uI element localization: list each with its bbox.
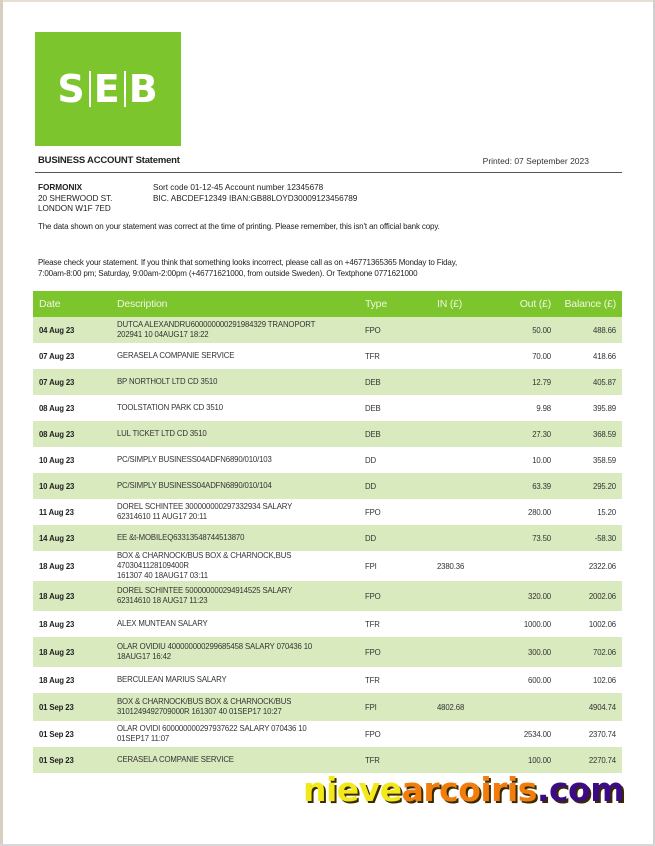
cell-date: 01 Sep 23 — [33, 747, 111, 773]
cell-type: FPI — [359, 551, 431, 581]
description-line-2: 202941 10 04AUG17 18:22 — [117, 330, 209, 339]
column-header-out: Out (£) — [481, 291, 557, 317]
cell-out: 70.00 — [481, 343, 557, 369]
cell-balance: 2270.74 — [557, 747, 622, 773]
cell-date: 08 Aug 23 — [33, 421, 111, 447]
statement-title: BUSINESS ACCOUNT Statement — [38, 155, 180, 166]
description-line-1: OLAR OVIDIU 400000000299685458 SALARY 070436 10 — [117, 642, 313, 651]
cell-balance: 2002.06 — [557, 581, 622, 611]
description-line-1: DUTCA ALEXANDRU600000000291984329 TRANOPORT — [117, 320, 316, 329]
cell-description — [111, 317, 359, 343]
cell-balance: 395.89 — [557, 395, 622, 421]
address-line-1: 20 SHERWOOD ST. — [38, 193, 113, 203]
table-row — [33, 551, 622, 581]
logo-wordmark — [57, 67, 158, 111]
table-row — [33, 421, 622, 447]
cell-description — [111, 395, 359, 421]
cell-description — [111, 637, 359, 667]
cell-type: TFR — [359, 343, 431, 369]
cell-in — [431, 473, 481, 499]
cell-in — [431, 721, 481, 747]
cell-date: 14 Aug 23 — [33, 525, 111, 551]
cell-balance: 102.06 — [557, 667, 622, 693]
cell-type: FPO — [359, 317, 431, 343]
description-line-2: 18AUG17 16:42 — [117, 652, 171, 661]
table-row — [33, 473, 622, 499]
cell-description — [111, 693, 359, 721]
cell-type: DEB — [359, 369, 431, 395]
cell-description — [111, 667, 359, 693]
cell-description — [111, 525, 359, 551]
transactions-table — [33, 291, 622, 773]
cell-out: 27.30 — [481, 421, 557, 447]
description-line-2: 161307 40 18AUG17 03:11 — [117, 571, 208, 580]
description-line-2: 01SEP17 11:07 — [117, 734, 170, 743]
cell-balance: 702.06 — [557, 637, 622, 667]
cell-date: 18 Aug 23 — [33, 581, 111, 611]
cell-description — [111, 447, 359, 473]
contact-notice: Please check your statement. If you think that something looks incorrect, please call as on +46771365365 Monday to Fiday, 7:00am-8:00 pm; Saturday, 9:00am-2:00pm (+46771621000, from outside Sweden). Or Textphone 0771621000 — [38, 258, 458, 278]
description-line-1: CERASELA COMPANIE SERVICE — [117, 755, 234, 764]
description-line-1: DOREL SCHINTEE 500000000294914525 SALARY — [117, 586, 293, 595]
cell-in — [431, 395, 481, 421]
cell-in — [431, 525, 481, 551]
column-header-in: IN (£) — [431, 291, 481, 317]
description-line-1: BOX & CHARNOCK/BUS BOX & CHARNOCK,BUS 4703041128109400R — [117, 551, 292, 570]
transactions-body — [33, 317, 622, 773]
cell-in — [431, 637, 481, 667]
cell-description — [111, 369, 359, 395]
description-line-2: 3101249492709000R 161307 40 01SEP17 10:27 — [117, 707, 282, 716]
table-row — [33, 447, 622, 473]
description-line-1: GERASELA COMPANIE SERVICE — [117, 351, 235, 360]
cell-description — [111, 551, 359, 581]
cell-balance: 2322.06 — [557, 551, 622, 581]
table-row — [33, 343, 622, 369]
statement-header — [38, 155, 622, 173]
table-row — [33, 611, 622, 637]
description-line-1: BOX & CHARNOCK/BUS BOX & CHARNOCK/BUS — [117, 697, 292, 706]
table-row — [33, 667, 622, 693]
cell-in: 4802.68 — [431, 693, 481, 721]
cell-balance: 1002.06 — [557, 611, 622, 637]
address-line-2: LONDON W1F 7ED — [38, 204, 111, 213]
cell-out: 9.98 — [481, 395, 557, 421]
bank-logo — [35, 32, 181, 146]
cell-out: 320.00 — [481, 581, 557, 611]
cell-out: 50.00 — [481, 317, 557, 343]
company-address — [38, 183, 112, 215]
cell-date: 07 Aug 23 — [33, 369, 111, 395]
table-header-row — [33, 291, 622, 317]
table-row — [33, 693, 622, 721]
cell-type: FPO — [359, 499, 431, 525]
cell-balance: 15.20 — [557, 499, 622, 525]
logo-letter-b: B — [128, 67, 159, 111]
cell-out: 2534.00 — [481, 721, 557, 747]
column-header-description: Description — [111, 291, 359, 317]
cell-out: 12.79 — [481, 369, 557, 395]
description-line-1: ALEX MUNTEAN SALARY — [117, 619, 208, 628]
cell-out: 600.00 — [481, 667, 557, 693]
cell-date: 18 Aug 23 — [33, 637, 111, 667]
description-line-1: EE &t-MOBILEQ63313548744513870 — [117, 533, 245, 542]
cell-date: 10 Aug 23 — [33, 473, 111, 499]
cell-out: 100.00 — [481, 747, 557, 773]
cell-out: 300.00 — [481, 637, 557, 667]
cell-balance: 488.66 — [557, 317, 622, 343]
cell-date: 18 Aug 23 — [33, 667, 111, 693]
cell-type: FPO — [359, 581, 431, 611]
cell-out — [481, 551, 557, 581]
cell-balance: 405.87 — [557, 369, 622, 395]
watermark-part-1: nieve — [303, 770, 402, 809]
cell-out: 73.50 — [481, 525, 557, 551]
page-border-top — [0, 0, 655, 2]
cell-balance: 2370.74 — [557, 721, 622, 747]
cell-in — [431, 581, 481, 611]
column-header-type: Type — [359, 291, 431, 317]
cell-out: 1000.00 — [481, 611, 557, 637]
description-line-1: OLAR OVIDI 600000000297937622 SALARY 070436 10 — [117, 724, 307, 733]
logo-letter-s: S — [57, 67, 86, 111]
account-details — [153, 183, 357, 204]
description-line-2: 62314610 18 AUG17 11:23 — [117, 596, 208, 605]
cell-in — [431, 667, 481, 693]
watermark — [303, 770, 624, 809]
table-row — [33, 369, 622, 395]
table-row — [33, 499, 622, 525]
watermark-part-3: .com — [536, 770, 625, 809]
table-row — [33, 581, 622, 611]
cell-out — [481, 693, 557, 721]
page-border-left — [0, 0, 3, 846]
description-line-1: BP NORTHOLT LTD CD 3510 — [117, 377, 218, 386]
cell-out: 63.39 — [481, 473, 557, 499]
cell-balance: -58.30 — [557, 525, 622, 551]
cell-type: TFR — [359, 667, 431, 693]
cell-date: 07 Aug 23 — [33, 343, 111, 369]
cell-in — [431, 317, 481, 343]
cell-type: DEB — [359, 421, 431, 447]
description-line-1: BERCULEAN MARIUS SALARY — [117, 675, 227, 684]
cell-in — [431, 611, 481, 637]
cell-description — [111, 721, 359, 747]
sort-code-account-number: Sort code 01-12-45 Account number 12345678 — [153, 183, 324, 192]
cell-type: DD — [359, 473, 431, 499]
cell-type: FPO — [359, 637, 431, 667]
cell-balance: 418.66 — [557, 343, 622, 369]
logo-letter-e: E — [93, 67, 121, 111]
cell-balance: 368.59 — [557, 421, 622, 447]
watermark-part-2: arcoiris — [401, 770, 537, 809]
company-name: FORMONIX — [38, 183, 83, 192]
cell-type: FPO — [359, 721, 431, 747]
cell-description — [111, 581, 359, 611]
cell-date: 18 Aug 23 — [33, 611, 111, 637]
cell-description — [111, 611, 359, 637]
correctness-notice: The data shown on your statement was correct at the time of printing. Please remember, this isn't an official bank copy. — [38, 222, 440, 231]
cell-date: 01 Sep 23 — [33, 721, 111, 747]
cell-in — [431, 421, 481, 447]
cell-balance: 295.20 — [557, 473, 622, 499]
cell-date: 04 Aug 23 — [33, 317, 111, 343]
cell-in — [431, 499, 481, 525]
table-row — [33, 395, 622, 421]
description-line-2: 62314610 11 AUG17 20:11 — [117, 512, 207, 521]
cell-out: 280.00 — [481, 499, 557, 525]
cell-type: TFR — [359, 747, 431, 773]
cell-balance: 4904.74 — [557, 693, 622, 721]
description-line-1: DOREL SCHINTEE 300000000297332934 SALARY — [117, 502, 293, 511]
column-header-date: Date — [33, 291, 111, 317]
cell-type: DEB — [359, 395, 431, 421]
cell-date: 18 Aug 23 — [33, 551, 111, 581]
cell-description — [111, 473, 359, 499]
cell-type: TFR — [359, 611, 431, 637]
cell-type: DD — [359, 525, 431, 551]
cell-type: DD — [359, 447, 431, 473]
bic-iban: BIC. ABCDEF12349 IBAN:GB88LOYD30009123456789 — [153, 193, 358, 203]
header-divider — [35, 172, 622, 173]
cell-in — [431, 369, 481, 395]
cell-date: 01 Sep 23 — [33, 693, 111, 721]
cell-description — [111, 343, 359, 369]
cell-date: 10 Aug 23 — [33, 447, 111, 473]
cell-out: 10.00 — [481, 447, 557, 473]
cell-date: 08 Aug 23 — [33, 395, 111, 421]
cell-in — [431, 447, 481, 473]
description-line-1: TOOLSTATION PARK CD 3510 — [117, 403, 223, 412]
logo-separator — [89, 71, 91, 107]
cell-in: 2380.36 — [431, 551, 481, 581]
cell-date: 11 Aug 23 — [33, 499, 111, 525]
cell-description — [111, 499, 359, 525]
description-line-1: PC/SIMPLY BUSINESS04ADFN6890/010/103 — [117, 455, 272, 464]
logo-separator — [124, 71, 126, 107]
description-line-1: LUL TICKET LTD CD 3510 — [117, 429, 207, 438]
table-row — [33, 317, 622, 343]
cell-balance: 358.59 — [557, 447, 622, 473]
cell-in — [431, 343, 481, 369]
table-row — [33, 525, 622, 551]
cell-type: FPI — [359, 693, 431, 721]
table-row — [33, 721, 622, 747]
column-header-balance: Balance (£) — [557, 291, 622, 317]
printed-date: Printed: 07 September 2023 — [482, 156, 589, 166]
cell-description — [111, 421, 359, 447]
table-row — [33, 637, 622, 667]
description-line-1: PC/SIMPLY BUSINESS04ADFN6890/010/104 — [117, 481, 272, 490]
